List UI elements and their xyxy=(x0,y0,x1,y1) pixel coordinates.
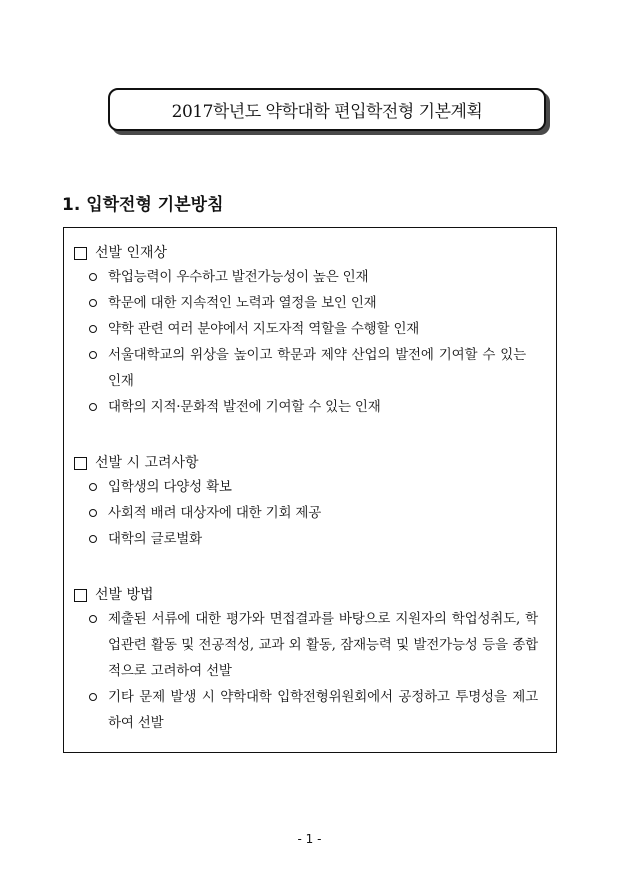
circle-bullet-icon xyxy=(89,351,97,359)
checkbox-icon xyxy=(74,457,87,470)
page-number: - 1 - xyxy=(297,832,322,846)
circle-bullet-icon xyxy=(89,483,97,491)
group-talent-profile xyxy=(74,242,544,420)
circle-bullet-icon xyxy=(89,693,97,701)
circle-bullet-icon xyxy=(89,325,97,333)
circle-bullet-icon xyxy=(89,615,97,623)
group-title: 선발 시 고려사항 xyxy=(95,455,199,471)
checkbox-icon xyxy=(74,247,87,260)
title-banner xyxy=(108,88,546,131)
policy-content-box xyxy=(63,227,557,753)
list-item: 사회적 배려 대상자에 대한 기회 제공 xyxy=(74,500,544,526)
circle-bullet-icon xyxy=(89,535,97,543)
circle-bullet-icon xyxy=(89,299,97,307)
list-item: 제출된 서류에 대한 평가와 면접결과를 바탕으로 지원자의 학업성취도, 학업관련 활동 및 전공적성, 교과 외 활동, 잠재능력 및 발전가능성 등을 종합적으로 고려하여 선발 xyxy=(74,606,544,684)
list-item: 학문에 대한 지속적인 노력과 열정을 보인 인재 xyxy=(74,290,544,316)
circle-bullet-icon xyxy=(89,273,97,281)
section-heading: 1. 입학전형 기본방침 xyxy=(62,195,224,215)
checkbox-icon xyxy=(74,589,87,602)
list-item: 대학의 글로벌화 xyxy=(74,526,544,552)
group-title-row xyxy=(74,242,544,264)
list-item: 학업능력이 우수하고 발전가능성이 높은 인재 xyxy=(74,264,544,290)
list-item: 기타 문제 발생 시 약학대학 입학전형위원회에서 공정하고 투명성을 제고 하여 선발 xyxy=(74,684,544,736)
list-item: 약학 관련 여러 분야에서 지도자적 역할을 수행할 인재 xyxy=(74,316,544,342)
list-item: 대학의 지적·문화적 발전에 기여할 수 있는 인재 xyxy=(74,394,544,420)
circle-bullet-icon xyxy=(89,509,97,517)
list-item: 서울대학교의 위상을 높이고 학문과 제약 산업의 발전에 기여할 수 있는 인재 xyxy=(74,342,544,394)
group-selection-method xyxy=(74,584,544,736)
document-title: 2017학년도 약학대학 편입학전형 기본계획 xyxy=(108,88,546,131)
group-selection-considerations xyxy=(74,452,544,552)
group-title-row xyxy=(74,584,544,606)
list-item: 입학생의 다양성 확보 xyxy=(74,474,544,500)
circle-bullet-icon xyxy=(89,403,97,411)
group-title: 선발 방법 xyxy=(95,587,154,603)
group-title: 선발 인재상 xyxy=(95,245,168,261)
group-title-row xyxy=(74,452,544,474)
